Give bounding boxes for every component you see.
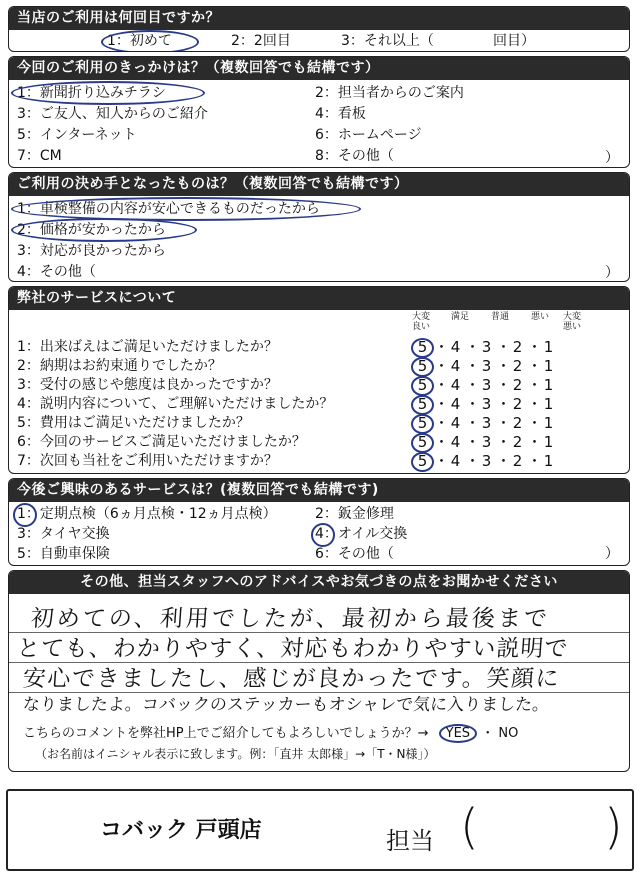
rating-scale (411, 338, 558, 358)
rating-scale (411, 357, 558, 377)
scale-label: 満足 (450, 312, 469, 322)
rating-option[interactable]: 1 (543, 338, 554, 356)
rating-option[interactable]: 1 (543, 376, 554, 394)
rating-separator: ・ (434, 376, 450, 394)
section-title: 当店のご利用は何回目ですか？ (9, 7, 629, 30)
option-friend-referral[interactable]: 3：ご友人、知人からのご紹介 (17, 106, 208, 122)
section-deciding-factor (8, 172, 630, 282)
option-oil-change[interactable]: 4：オイル交換 (315, 526, 408, 542)
option-other[interactable]: 6：その他（ (315, 546, 394, 562)
rating-question: 2：納期はお約束通りでしたか？ (17, 358, 222, 374)
rating-option[interactable]: 4 (450, 357, 461, 375)
rating-option[interactable]: 1 (543, 414, 554, 432)
option-other[interactable]: 4：その他（ (17, 264, 96, 280)
option-internet[interactable]: 5：インターネット (17, 127, 137, 143)
section-title: 弊社のサービスについて (9, 287, 629, 310)
rating-question: 7：次回も当社をご利用いただけますか？ (17, 453, 278, 469)
rating-option[interactable]: 4 (450, 452, 461, 470)
option-second-time[interactable]: 2：2回目 (231, 33, 291, 49)
option-car-insurance[interactable]: 5：自動車保険 (17, 546, 110, 562)
rating-option[interactable]: 2 (512, 376, 523, 394)
rating-option[interactable]: 5 (411, 338, 434, 358)
rating-option[interactable]: 4 (450, 414, 461, 432)
rating-scale (411, 452, 558, 472)
rating-option[interactable]: 3 (481, 414, 492, 432)
rating-scale (411, 395, 558, 415)
scale-label: 悪い (530, 312, 549, 322)
staff-input[interactable] (486, 807, 596, 851)
rating-separator: ・ (434, 452, 450, 470)
section-future-interest (8, 478, 630, 566)
rating-option[interactable]: 1 (543, 433, 554, 451)
handwritten-comment-line: 安心できましたし、感じが良かったです。笑顔に (21, 666, 561, 692)
other-close-paren: ） (605, 150, 619, 166)
option-tire-change[interactable]: 3：タイヤ交換 (17, 526, 110, 542)
rating-option[interactable]: 2 (512, 414, 523, 432)
rating-separator: ・ (434, 357, 450, 375)
rating-option[interactable]: 3 (481, 376, 492, 394)
other-close-paren: ） (605, 265, 619, 281)
rating-option[interactable]: 3 (481, 357, 492, 375)
rating-option[interactable]: 2 (512, 338, 523, 356)
rating-option[interactable]: 3 (481, 433, 492, 451)
rating-separator: ・ (496, 433, 512, 451)
section-title: 今後ご興味のあるサービスは？(複数回答でも結構です) (9, 479, 629, 502)
rating-separator: ・ (434, 338, 450, 356)
rating-separator: ・ (527, 452, 543, 470)
option-homepage[interactable]: 6：ホームページ (315, 127, 422, 143)
survey-sheet (8, 6, 630, 776)
rating-rows (9, 338, 629, 471)
consent-no[interactable]: NO (498, 726, 519, 741)
option-cm[interactable]: 7：CM (17, 148, 62, 164)
rating-option[interactable]: 3 (481, 395, 492, 413)
rating-separator: ・ (496, 414, 512, 432)
consent-row (23, 722, 518, 743)
rating-separator: ・ (496, 357, 512, 375)
rating-option[interactable]: 4 (450, 376, 461, 394)
rating-question: 4：説明内容について、ご理解いただけましたか？ (17, 396, 334, 412)
rating-option[interactable]: 4 (450, 338, 461, 356)
initials-note: （お名前はイニシャル表示に致します。例：「直井 太郎様」→「T・N様」） (35, 747, 436, 761)
rating-separator: ・ (496, 376, 512, 394)
section-comments (8, 570, 630, 772)
rating-separator: ・ (527, 414, 543, 432)
rating-option[interactable]: 5 (411, 395, 434, 415)
rating-option[interactable]: 1 (543, 395, 554, 413)
handwritten-comment-line: とても、わかりやすく、対応もわかりやすい説明で (15, 636, 570, 662)
rating-separator: ・ (496, 338, 512, 356)
other-close-paren: ） (605, 546, 619, 562)
rating-scale (411, 376, 558, 396)
rating-row (9, 338, 629, 357)
rating-option[interactable]: 1 (543, 357, 554, 375)
store-footer (6, 789, 634, 871)
rating-separator: ・ (527, 376, 543, 394)
rating-row (9, 433, 629, 452)
rating-question: 5：費用はご満足いただけましたか？ (17, 415, 250, 431)
store-name: コバック 戸頭店 (100, 818, 262, 843)
rating-option[interactable]: 5 (411, 433, 434, 453)
handwritten-comment-line: なりましたよ。コバックのステッカーもオシャレで気に入りました。 (22, 695, 550, 715)
scale-header (407, 312, 607, 338)
rating-separator: ・ (527, 433, 543, 451)
rating-separator: ・ (527, 338, 543, 356)
rating-row (9, 376, 629, 395)
option-staff-guide[interactable]: 2：担当者からのご案内 (315, 85, 464, 101)
scale-label: 大変良い (411, 312, 430, 332)
option-more-times[interactable]: 3：それ以上（ (341, 33, 434, 49)
rating-separator: ・ (527, 395, 543, 413)
rating-option[interactable]: 2 (512, 395, 523, 413)
rating-separator: ・ (434, 433, 450, 451)
rating-row (9, 414, 629, 433)
handwritten-comment-line: 初めての、利用でしたが、最初から最後まで (29, 606, 551, 632)
scale-label: 大変悪い (562, 312, 581, 332)
consent-question: こちらのコメントを弊社HP上でご紹介してもよろしいでしょうか？→ (23, 726, 429, 741)
staff-paren-open: ( (460, 799, 479, 855)
rating-separator: ・ (465, 376, 481, 394)
rating-option[interactable]: 4 (450, 433, 461, 451)
rating-separator: ・ (465, 452, 481, 470)
rating-option[interactable]: 1 (543, 452, 554, 470)
section-visit-count (8, 6, 630, 52)
rating-row (9, 357, 629, 376)
rating-separator: ・ (465, 338, 481, 356)
rating-option[interactable]: 5 (411, 357, 434, 377)
rating-option[interactable]: 2 (512, 452, 523, 470)
staff-label: 担当 (386, 827, 434, 855)
rating-separator: ・ (496, 395, 512, 413)
rating-separator: ・ (527, 357, 543, 375)
consent-yes[interactable]: YES (439, 724, 477, 743)
option-other[interactable]: 8：その他（ (315, 148, 394, 164)
rating-separator: ・ (465, 414, 481, 432)
section-trigger (8, 56, 630, 168)
rating-separator: ・ (465, 433, 481, 451)
staff-paren-close: ) (604, 799, 623, 855)
rating-question: 3：受付の感じや態度は良かったですか？ (17, 377, 278, 393)
rating-option[interactable]: 3 (481, 452, 492, 470)
rating-option[interactable]: 2 (512, 433, 523, 451)
rating-question: 1：出来ばえはご満足いただけましたか？ (17, 339, 278, 355)
rating-row (9, 395, 629, 414)
rating-question: 6：今回のサービスご満足いただけましたか？ (17, 434, 306, 450)
consent-sep: ・ (481, 726, 495, 741)
option-more-suffix: 回目） (493, 33, 535, 49)
option-first-time[interactable]: 1：初めて (107, 33, 172, 49)
rating-separator: ・ (434, 395, 450, 413)
rating-option[interactable]: 3 (481, 338, 492, 356)
rating-separator: ・ (434, 414, 450, 432)
rating-option[interactable]: 2 (512, 357, 523, 375)
section-title: その他、担当スタッフへのアドバイスやお気づきの点をお聞かせください (9, 571, 629, 594)
option-inspection-safe[interactable]: 1：車検整備の内容が安心できるものだったから (17, 201, 320, 217)
rating-option[interactable]: 4 (450, 395, 461, 413)
visit-options-row (9, 30, 629, 52)
option-newspaper[interactable]: 1：新聞折り込みチラシ (17, 85, 166, 101)
rating-separator: ・ (465, 357, 481, 375)
rating-option[interactable]: 5 (411, 452, 434, 472)
option-signboard[interactable]: 4：看板 (315, 106, 366, 122)
option-periodic-inspection[interactable]: 1：定期点検（6ヵ月点検・12ヵ月点検） (17, 506, 277, 522)
option-service[interactable]: 3：対応が良かったから (17, 243, 166, 259)
rating-separator: ・ (465, 395, 481, 413)
rating-scale (411, 414, 558, 434)
section-title: ご利用の決め手となったものは？（複数回答でも結構です） (9, 173, 629, 196)
section-service-rating (8, 286, 630, 474)
option-price[interactable]: 2：価格が安かったから (17, 222, 166, 238)
rating-option[interactable]: 5 (411, 376, 434, 396)
rating-option[interactable]: 5 (411, 414, 434, 434)
scale-label: 普通 (490, 312, 509, 322)
rating-row (9, 452, 629, 471)
option-body-repair[interactable]: 2：鈑金修理 (315, 506, 394, 522)
section-title: 今回のご利用のきっかけは？（複数回答でも結構です） (9, 57, 629, 80)
rating-separator: ・ (496, 452, 512, 470)
rating-scale (411, 433, 558, 453)
